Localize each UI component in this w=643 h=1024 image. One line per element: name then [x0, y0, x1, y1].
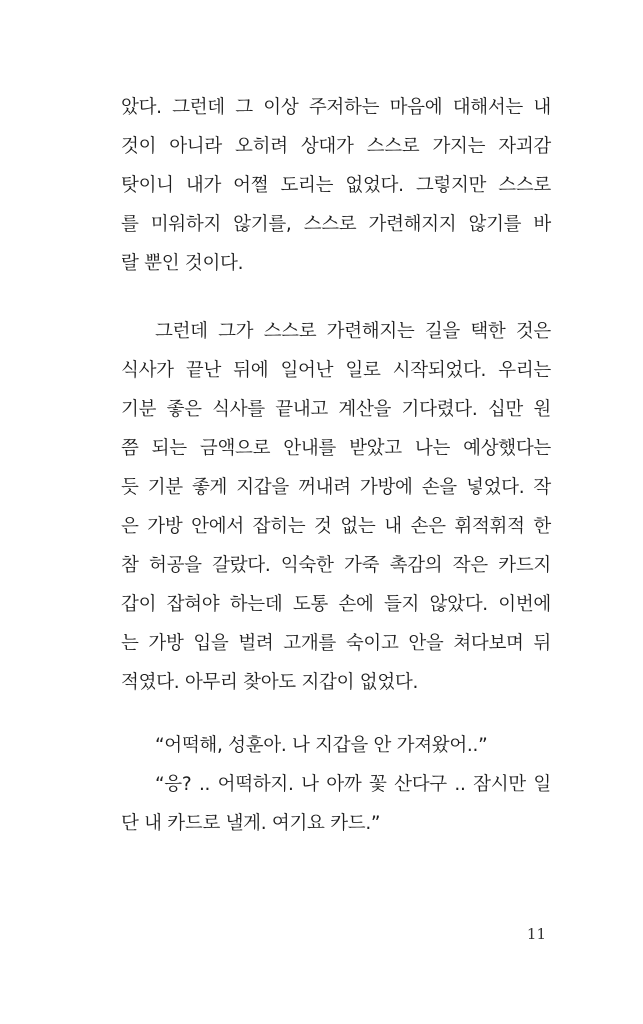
text-line: 쯤 되는 금액으로 안내를 받았고 나는 예상했다는 — [121, 438, 551, 459]
dialogue-line: “응? .. 어떡하지. 나 아까 꽃 산다구 .. 잠시만 일 — [155, 774, 551, 795]
paragraph-1 — [121, 88, 551, 283]
text-line: 적였다. 아무리 찾아도 지갑이 없었다. — [121, 672, 419, 693]
text-line: 참 허공을 갈랐다. 익숙한 가죽 촉감의 작은 카드지 — [121, 555, 551, 576]
text-line: 식사가 끝난 뒤에 일어난 일로 시작되었다. 우리는 — [121, 360, 551, 381]
text-line: 은 가방 안에서 잡히는 것 없는 내 손은 휘적휘적 한 — [121, 516, 551, 537]
paragraph-2 — [121, 312, 551, 702]
text-line: 탓이니 내가 어쩔 도리는 없었다. 그렇지만 스스로 — [121, 175, 551, 196]
paragraph-3-dialogue — [121, 726, 551, 843]
text-line: 았다. 그런데 그 이상 주저하는 마음에 대해서는 내 — [121, 97, 551, 118]
text-line: 갑이 잡혀야 하는데 도통 손에 들지 않았다. 이번에 — [121, 594, 551, 615]
text-line: 는 가방 입을 벌려 고개를 숙이고 안을 쳐다보며 뒤 — [121, 633, 551, 654]
text-line: 랄 뿐인 것이다. — [121, 253, 244, 274]
text-line: 듯 기분 좋게 지갑을 꺼내려 가방에 손을 넣었다. 작 — [121, 477, 551, 498]
page-number: 11 — [526, 925, 546, 943]
dialogue-line: “어떡해, 성훈아. 나 지갑을 안 가져왔어..” — [155, 735, 488, 756]
dialogue-line: 단 내 카드로 낼게. 여기요 카드.” — [121, 813, 381, 834]
text-line: 를 미워하지 않기를, 스스로 가련해지지 않기를 바 — [121, 214, 551, 235]
text-line: 기분 좋은 식사를 끝내고 계산을 기다렸다. 십만 원 — [121, 399, 551, 420]
text-line: 그런데 그가 스스로 가련해지는 길을 택한 것은 — [155, 321, 551, 342]
text-line: 것이 아니라 오히려 상대가 스스로 가지는 자괴감 — [121, 136, 551, 157]
